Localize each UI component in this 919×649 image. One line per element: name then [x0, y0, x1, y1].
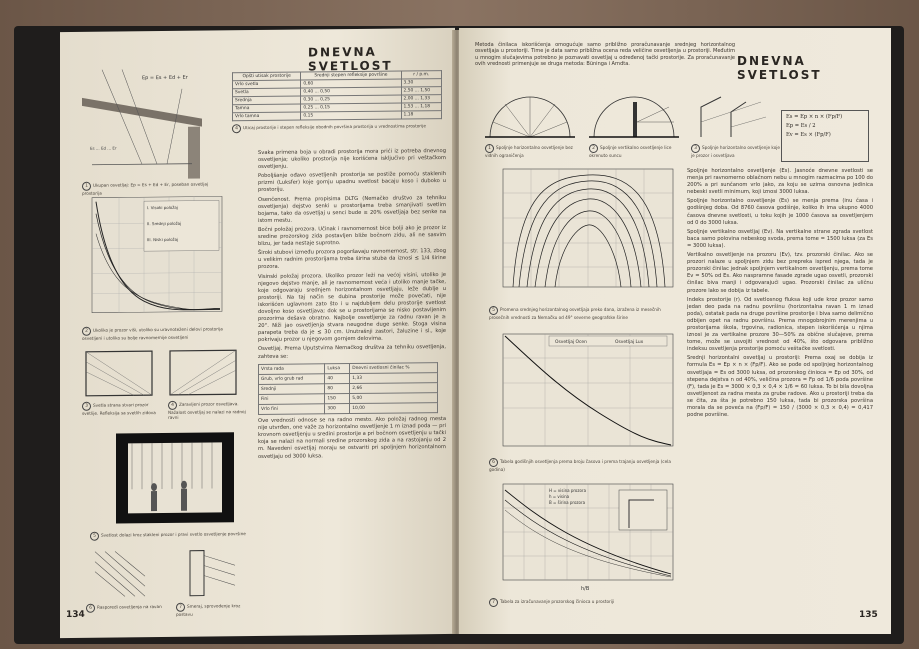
- chart1-caption: 5 Promena srednjeg horizontalnog osvetljaja preko dana, izražena iz mesečnih prosečnih vrednosti za Nemačku od 49° severne geografske širine: [489, 307, 661, 320]
- chart2-legend-1: Osvetljaj Lux: [615, 340, 644, 345]
- reflection-header-1: Srednji stepen refleksije površine: [301, 71, 401, 80]
- right-page-header: DNEVNA SVETLOST: [737, 54, 822, 82]
- sky-dome-diagram-1: [485, 92, 575, 142]
- falloff-chart: [84, 192, 229, 324]
- building-section-diagram: [691, 92, 771, 142]
- fig-caption-1: 1 Ukupan osvetljaj: Ep = Es + Ed + Er, poseban osvetljaj prostorija: [82, 181, 209, 196]
- table-row: Srednji 80 2,66: [259, 382, 438, 394]
- fig-caption-3: 3 Svetla strana stvari prozor svetlije. Refleksija sa svetlih zidova: [82, 402, 156, 416]
- svg-text:III. Niski položaj: III. Niski položaj: [147, 236, 179, 243]
- room-sketch-left: [84, 349, 154, 398]
- fig-caption-r1: 1 Spoljnje horizontalno osvetljenje bez vidnih ograničenja: [485, 145, 573, 158]
- chart3-legend-2: B = širina prozora: [549, 500, 586, 505]
- window-people-illustration: [112, 428, 242, 529]
- table-row: Grub, vrlo grub rad 40 1,33: [259, 372, 438, 384]
- reflection-header-0: Opšti utisak prostorije: [233, 72, 301, 81]
- fig-caption-7: 7 Smeraj, sprovodenje kroz postavu: [176, 603, 241, 617]
- svg-text:Es ... Ed ... Er: Es ... Ed ... Er: [90, 145, 117, 151]
- annual-illumination-chart: [489, 328, 679, 456]
- chart3-xlabel: h/B: [581, 586, 590, 592]
- fig-caption-r3: 3 Spoljnje horizontalno osvetljenje koje je prozor i osvetljava: [691, 145, 781, 158]
- right-intro: Metoda činilaca iskorišćenja omogućuje samo približno proračunavanje srednjeg horizontalnog osvetljaja u prostoriji. Time je data samo približna ocena reda veličine osvetljenja u prostoriji. Međutim u mnogim slučajevima potrebno je poznavati osvetljaj u određenoj tački prostorije. Za proračunavanje ovih vrednosti primenjuje se druga metoda: Büninga i Arndta.: [475, 42, 735, 68]
- svg-text:II. Srednji položaj: II. Srednji položaj: [147, 220, 182, 227]
- svg-text:Ep = Es + Ed + Er: Ep = Es + Ed + Er: [142, 74, 188, 82]
- table-row: Tamna 0,25 ... 0,15 1,53 ... 1,18: [233, 103, 442, 113]
- fig-caption-5: 5 Svetlost dolazi kroz stakleni prozor i pravi svetlo osvetljenje površine: [90, 530, 250, 541]
- chart3-legend-1: h = visina: [549, 494, 570, 499]
- fig-caption-6: 6 Rasporedi osvetljenja na ravan: [86, 603, 166, 613]
- chart3-legend-0: H = visina prozora: [549, 488, 587, 493]
- table-row: Fini 150 5,00: [259, 393, 438, 405]
- fig-caption-r2: 2 Spoljnje vertikalno osvetljenje lice okrenuto suncu: [589, 145, 672, 158]
- table-row: Vrlo fini 300 10,00: [259, 403, 438, 415]
- reflection-table-caption: 4 Uticaj prostorije i stepen refleksije obodnih površina prostorija u vrednostima prostorije: [232, 122, 442, 133]
- left-page-number: 134: [66, 609, 85, 621]
- room-sketch-right: [168, 348, 238, 397]
- table-row: Vrlo tamna 0,15 1,18: [233, 111, 442, 121]
- table-row: Svetla 0,40 ... 0,50 2,50 ... 1,50: [233, 87, 442, 97]
- left-text-column: Svaka primena boja u obradi prostorija mora prići iz potreba dnevnog osvetljenja; ukoliko prostorija nije korišćena isključivo pri veštačkom osvetljenju. Pobolјšanje ođavo osvetljenih prostorija se postiže pomoću staklenih prizmi (Luksfer) koje gornju upadnu svetlost bacaju koso i duboko u prostoriju. Osenčenost. Prema propisima DLTG (Nemačko društvo za tehniku osvetljenja) dejstvo senki u prostorijama treba smanjivati svetlim bojama, tako da osvetljaj u senci bude ≥ 20% osvetljaja bez senke na istom mestu. Bočni položaj prozora. Učinak i ravnomernost bice bolji ako je prozor iz sredine prozorskog zida postavljen bliže bočnom zidu, ali ne sasvim blizu, jer tada nestaje suprotno. Široki stubovi između prozora pogoršavaju ravnomernost, str. 133, zbog u velikim radnim prostorijama treba širina stuba da iznosi ≤ 1/4 širine prozora. Visinski položaj prozora. Ukoliko prozor leži na većoj visini, utoliko je njegovo dejstvo manje, ali je ravnomernost veća i utoliko manje tačke, koje odgovaraju srednjem horizontalnom osvetljaju, leže dublje u prostoriji. Na taj način se dubina prostorije može povećati, nije iskorišćen uglavnom zato što i u najdubljem delu prostorije svetlost dovoljno koso osvetljava; dok se u prostorijama se nisko postavljenim prozorima dešava obratno. Najbolje osvetljenje za radnu ravan je ≥ 20°. Niži jao osvetljenja stvara neugodne duge senke. Stoga visina parapeta treba da je ≤ 30 cm. Unutrašnji zastori, žaluzine i sl., koje pokrivaju prozor u njegovom gornjem delovima. Osvetljaj. Prema Uputstvima Nemačkog društva za tehniku osvetljenja, zahteva se: Vrsta rada Luksa Dnevni svetlosni činilac % Grub, vrlo grub rad 40 1,33 Srednji 80 2,66 Fini 150 5,00 Vrlo fini 300 10,00 Ove vrednosti odnose se na radno mesto. Ako položaj radnog mesta nije utvrđen, one važe za horizontalno osvetljenje 1 m iznad poda — pri krovnom osvetljenju u sredini prostorije a pri bočnom osvetljenju u tački koja se nalazi na normali sredine prozorskog zida a na rastojanju od 2 m. Navedeni osvetljaj moraju se ostvariti pri spoljnjem horizontalnom osvetljaju od 3000 luksa.: [258, 148, 446, 460]
- table-row: Srednja 0,30 ... 0,25 2,00 ... 1,33: [233, 95, 442, 105]
- grid-diagram-left: [90, 546, 150, 602]
- fig-caption-2: 2 Ukoliko je prozor viši, utoliko su uravnoteženi delovi prostorija osvetljeni i utoliko su bolje ravnomernije osvetljeni: [82, 326, 223, 341]
- sky-dome-diagram-2: [589, 92, 679, 142]
- chart2-caption: 6 Tabela godišnjih osvetljenja prema broju časova i prema trajanju osvetljenja (cela godina): [489, 459, 671, 472]
- table-row: Vrlo svetla 0,60 3,30: [233, 79, 442, 89]
- daily-illumination-chart: [489, 163, 679, 303]
- chart2-legend-0: Osvetljaj Ocen: [555, 340, 587, 345]
- right-text-column: Spoljnje horizontalno osvetljenje (Es). Jasnoće dnevne svetlosti se menja pri ravnomerno oblačnom nebu u mnogim razmacima po 100 do 200% a pri sunčanom vrlo jako, za koju se uzima osnovna jedinica nebeski svetli minimum, koji iznosi 3000 luksa. Spoljnje horizontalno osvetljenje (Es) se menja prema (inu časa i godišnjeg doba. Od 8760 časova godišnje, koliko ih ima ukupno 4000 časova dnevne svetlosti, u toku kojih je 1000 časova sa osvetljenjem od 0 do 3000 luksa. Spoljnje vertikalno osvetljaj (Ev). Na vertikalne strane zgrada svetlost baca samo polovina nebeskog svoda, prema tome = 1500 luksa (za Es = 3000 luksa). Vertikalno osvetljenje na prozoru (Ev), tzv. prozorski činilac. Ako se prozori nalaze u spoljnjem zidu bez prepreka ispred njega, tada je prozorski činilac jednak spoljnjem vertikalnom osvetljenju, prema tome Ev = 50% od Es. Ako naspramne fasade zgrade ugao osvetli, prozorski činilac biva manji i odgovarajući ugao. Prozorski činilac za uličnu prozore lako se dobija iz tabele. Indeks prostorije (r). Od svetlosnog fluksa koji ude kroz prozor samo jedan deo pada na radnu površinu (horizontalna ravan 1 m iznad poda), ostatak pada na druge površine prostorije i biva samo delimično odbijen opet na radnu površinu. Prema mnogobrojnim merenjima u prostorijama škola, trgovina, radionica, stepen iskorišćenja u njima iznosi je za vertikalne prozore 30—50% za obične slučajeve, prema tome, može se usvojiti vrednost od 40%, što odgovara približno indeksu osvetljenja prostorije pomoću veštačke svetlosti. Srednji horizontalni osvetljaj u prostoriji: Prema oxaj se dobija iz formula Es = Ep × n × (Fp/F). Ako se pođe od spoljnjeg horizontalnog osvetljaja = Es od 3000 luksa, od prozorskog činioca = Ep od 30%, od stepena dejstva n od 40%, veličina prozora = Fp od 1/6 poda površine (F), tada je Es = 3000 × 0,3 × 0,4 × 1/6 = 60 luksa. To bi bila dovoljna osvetljenost za radna mesta za grube radove. Ako u prostoriji treba da se čita, za šta je potrebno 150 luksa, tada bi prozorska površina morala da se poveća na (Fp/F) = 150 / (3000 × 0,3 × 0,4) = 0,417 podne površine.: [687, 168, 873, 419]
- reflection-table: [232, 70, 442, 121]
- chart3-caption: 7 Tabela za izračunavanje prozorskog činioca u prostoriji: [489, 598, 679, 607]
- lux-table: Vrsta rada Luksa Dnevni svetlosni činilac % Grub, vrlo grub rad 40 1,33 Srednji 80 2,66 Fini 150 5,00 Vrlo fini 300 10,00: [258, 362, 438, 415]
- window-factor-chart: [489, 478, 679, 596]
- left-page-header: DNEVNA SVETLOST: [308, 44, 393, 74]
- left-page: [60, 28, 455, 638]
- formula-box: Es = Ep × n × (Fp/F) Ep = Es / 2 Ev = Es × (Fp/F): [781, 110, 869, 162]
- grid-diagram-right: [180, 545, 240, 601]
- right-page: [459, 28, 891, 634]
- right-page-number: 135: [859, 610, 878, 620]
- fig-caption-4: 4 Zaravljeni prozor osvetljava. Nažalost osvetljaj se nalazi na radnoj ravni: [168, 401, 246, 421]
- reflection-header-2: r / p.m.: [401, 71, 441, 79]
- reflection-table-wrap: [232, 70, 442, 133]
- roof-light-diagram: [82, 68, 220, 179]
- svg-text:I. Visoki položaj: I. Visoki položaj: [147, 204, 178, 211]
